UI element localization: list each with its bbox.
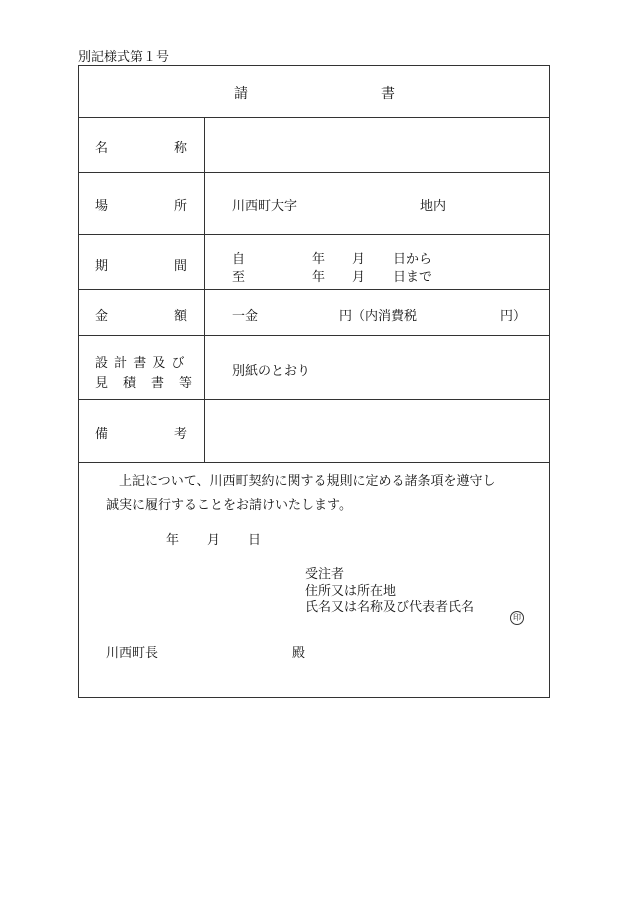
divider	[78, 117, 550, 118]
name-label-left: 名	[95, 141, 109, 156]
amount-yen-open: 円（内消費税	[339, 309, 418, 324]
design-label-line1: 設 計 書 及 び	[95, 356, 186, 371]
divider	[78, 289, 550, 290]
honorific: 殿	[292, 646, 306, 661]
period-from-day: 日から	[393, 252, 433, 267]
remarks-label-right: 考	[174, 427, 188, 442]
divider	[78, 172, 550, 173]
divider	[78, 335, 550, 336]
addressee: 川西町長	[106, 646, 159, 661]
name-label-right: 称	[174, 141, 188, 156]
period-to-day: 日まで	[393, 270, 433, 285]
contractor-name: 氏名又は名称及び代表者氏名	[305, 600, 475, 615]
body-text-line1: 上記について、川西町契約に関する規則に定める諸条項を遵守し	[119, 474, 496, 489]
period-from-year: 年	[312, 252, 326, 267]
period-from-lead: 自	[232, 252, 246, 267]
date-day: 日	[248, 533, 262, 548]
place-value-prefix: 川西町大字	[232, 199, 298, 214]
date-year: 年	[166, 533, 180, 548]
document-title-left: 請	[234, 86, 248, 102]
date-month: 月	[207, 533, 221, 548]
seal-mark: 印	[510, 611, 524, 625]
period-from-month: 月	[352, 252, 366, 267]
divider	[78, 399, 550, 400]
amount-label-left: 金	[95, 309, 109, 324]
remarks-label-left: 備	[95, 427, 109, 442]
contractor-heading: 受注者	[305, 567, 345, 582]
period-to-year: 年	[312, 270, 326, 285]
design-label-line2: 見 積 書 等	[95, 376, 194, 391]
place-value-suffix: 地内	[420, 199, 447, 214]
period-to-lead: 至	[232, 270, 246, 285]
amount-yen-close: 円）	[500, 309, 527, 324]
place-label-left: 場	[95, 199, 109, 214]
place-label-right: 所	[174, 199, 188, 214]
document-title-right: 書	[381, 86, 395, 102]
body-text-line2: 誠実に履行することをお請けいたします。	[106, 498, 352, 513]
amount-lead: 一金	[232, 309, 259, 324]
design-value: 別紙のとおり	[232, 364, 311, 379]
amount-label-right: 額	[174, 309, 188, 324]
divider	[78, 462, 550, 463]
period-label-left: 期	[95, 259, 109, 274]
contractor-address: 住所又は所在地	[305, 584, 397, 599]
period-label-right: 間	[174, 259, 188, 274]
form-number: 別記様式第１号	[78, 50, 170, 65]
period-to-month: 月	[352, 270, 366, 285]
column-divider	[204, 117, 205, 462]
divider	[78, 234, 550, 235]
